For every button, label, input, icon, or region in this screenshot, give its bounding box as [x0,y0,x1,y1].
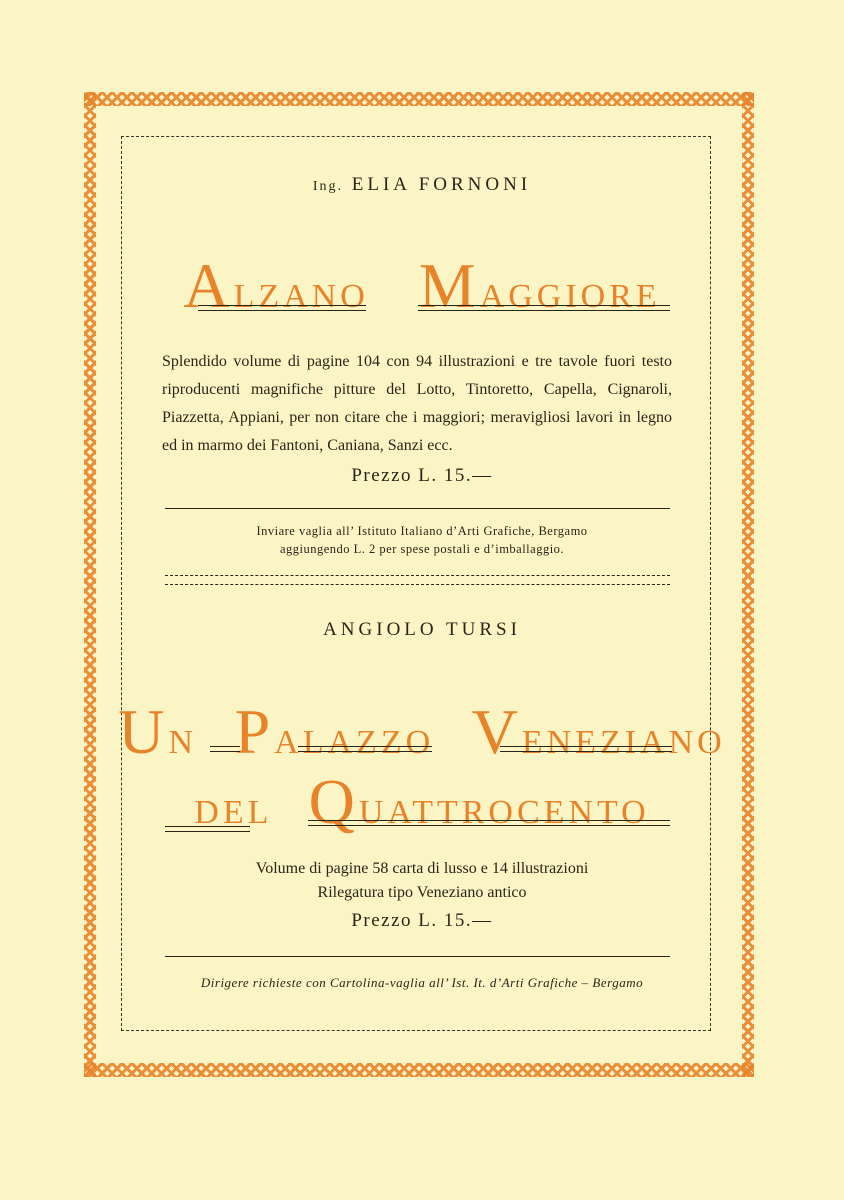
description-line: Rilegatura tipo Veneziano antico [317,884,527,901]
title-underline [500,746,672,752]
book2-description [0,857,844,905]
author-prefix: Ing. [312,179,343,194]
author-name: ELIA FORNONI [351,174,532,195]
title-initial: M [418,250,480,321]
divider [165,575,670,576]
book1-author [0,174,844,196]
book2-title-line1 [0,696,844,767]
title-initial: U [118,696,169,767]
title-underline [308,820,670,826]
book2-author: ANGIOLO TURSI [323,619,521,640]
title-initial: Q [308,766,359,837]
title-initial: V [471,696,522,767]
order-note-line: Inviare vaglia all’ Istituto Italiano d’Arti Grafiche, Bergamo [256,524,588,538]
title-underline [210,746,240,752]
ornamental-border-bottom [84,1063,754,1077]
title-underline [165,826,250,832]
divider [165,508,670,509]
ornamental-border-top [84,92,754,106]
title-word: N [168,724,198,761]
book2-price: Prezzo L. 15.— [351,910,493,931]
divider [165,584,670,585]
title-underline [418,305,670,311]
title-word: ENEZIANO [521,724,726,761]
book1-description: Splendido volume di pagine 104 con 94 illustrazioni e tre tavole fuori testo riproducenti magnifiche pitture del Lotto, Tintoretto, Capella, Cignaroli, Piazzetta, Appiani, per non citare che i maggiori; meravigliosi lavori in legno ed in marmo dei Fantoni, Caniana, Sanzi ecc. [162,353,672,454]
title-word: DEL [194,794,272,831]
order-note-line: aggiungendo L. 2 per spese postali e d’imballaggio. [279,542,565,556]
divider [165,956,670,957]
book1-price: Prezzo L. 15.— [351,465,493,486]
title-word: UATTROCENTO [358,794,650,831]
book1-order-note [0,522,844,558]
title-initial: A [183,250,234,321]
title-underline [198,305,366,311]
footer-note: Dirigere richieste con Cartolina-vaglia all’ Ist. It. d’Arti Grafiche – Bergamo [200,975,644,990]
title-word: ALAZZO [274,724,435,761]
title-word: LZANO [233,278,369,315]
title-underline [298,746,432,752]
title-initial: P [234,696,275,767]
description-line: Volume di pagine 58 carta di lusso e 14 illustrazioni [255,860,589,877]
title-word: AGGIORE [479,278,661,315]
